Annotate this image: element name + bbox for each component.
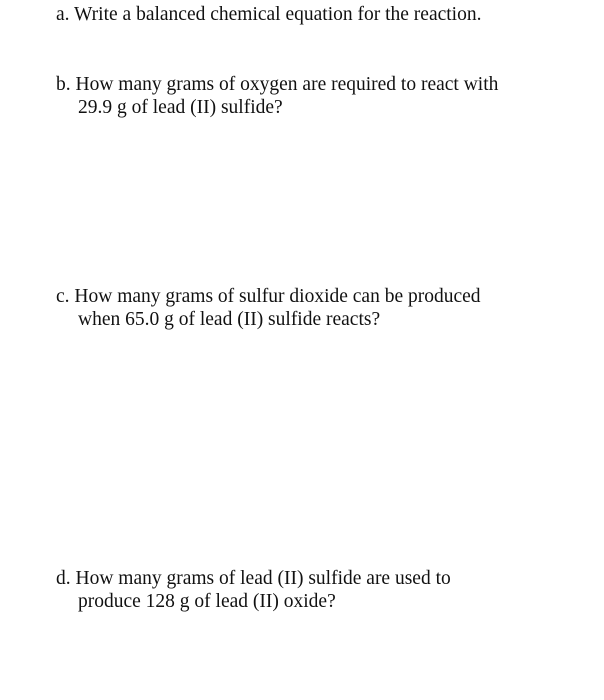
question-a	[56, 3, 596, 26]
question-b-line-1: b. How many grams of oxygen are required to react with	[56, 74, 499, 95]
question-b	[56, 73, 596, 119]
question-c	[56, 285, 596, 331]
question-c-line-1: c. How many grams of sulfur dioxide can be produced	[56, 286, 481, 307]
question-d	[56, 567, 596, 613]
question-a-text: a. Write a balanced chemical equation for the reaction.	[56, 4, 482, 25]
question-d-line-2: produce 128 g of lead (II) oxide?	[78, 591, 336, 612]
question-b-line-2: 29.9 g of lead (II) sulfide?	[78, 97, 283, 118]
question-d-line-1: d. How many grams of lead (II) sulfide are used to	[56, 568, 451, 589]
question-c-line-2: when 65.0 g of lead (II) sulfide reacts?	[78, 309, 381, 330]
